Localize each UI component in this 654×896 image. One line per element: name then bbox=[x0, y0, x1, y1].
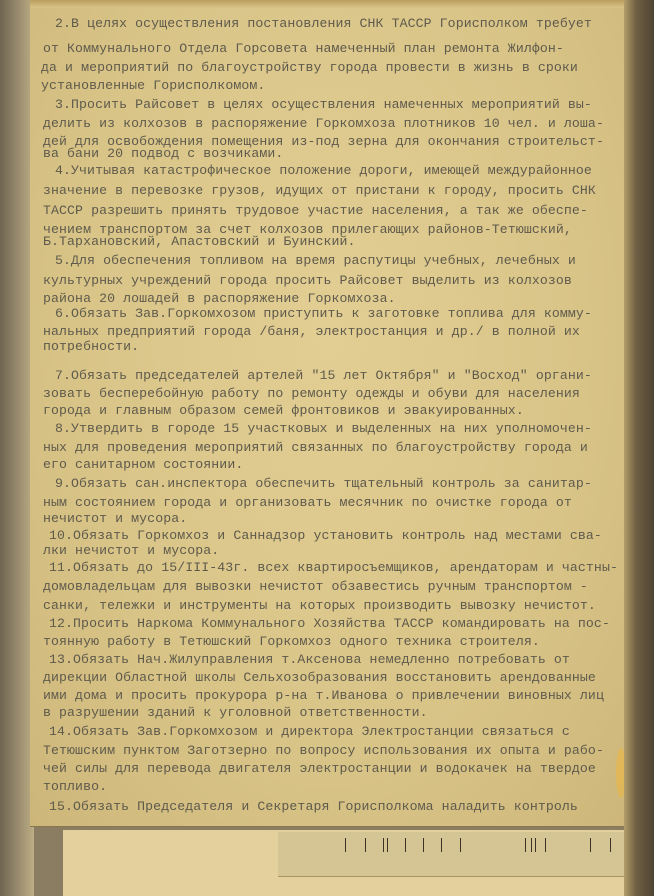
typed-line: 8.Утвердить в городе 15 участковых и выделенных на них уполномочен- bbox=[55, 421, 592, 436]
ruler-tick bbox=[365, 838, 366, 852]
typed-line: 3.Просить Райсовет в целях осуществления намеченных мероприятий вы- bbox=[55, 97, 592, 112]
typed-line: чением транспортом за счет колхозов прилегающих районов-Тетюшский, bbox=[43, 222, 572, 237]
typed-line: ТАССР разрешить принять трудовое участие населения, а так же обеспе- bbox=[43, 203, 588, 218]
typed-line: ва бани 20 подвод с возчиками. bbox=[43, 146, 284, 161]
typed-line: 2.В целях осуществления постановления СНК ТАССР Горисполком требует bbox=[55, 16, 592, 31]
typed-line: города и главным образом семей фронтовиков и эвакуированных. bbox=[43, 403, 524, 418]
typewritten-page bbox=[30, 0, 628, 827]
ruler-tick bbox=[387, 838, 388, 852]
typed-line: лки нечистот и мусора. bbox=[43, 543, 220, 558]
typed-line: 12.Просить Наркома Коммунального Хозяйства ТАССР командировать на пос- bbox=[49, 616, 610, 631]
typed-line: да и мероприятий по благоустройству города провести в жизнь в сроки bbox=[41, 60, 578, 75]
typed-line: Тетюшским пунктом Заготзерно по вопросу использования их опыта и рабо- bbox=[43, 743, 604, 758]
typed-line: топливо. bbox=[43, 779, 108, 794]
typed-line: зовать бесперебойную работу по ремонту одежды и обуви для населения bbox=[43, 386, 580, 401]
typed-line: 15.Обязать Председателя и Секретаря Горисполкома наладить контроль bbox=[49, 799, 578, 814]
ruler-ticks bbox=[345, 838, 625, 852]
typed-line: от Коммунального Отдела Горсовета намеченный план ремонта Жилфон- bbox=[43, 41, 564, 56]
typed-line: тоянную работу в Тетюшский Горкомхоз одного техника строителя. bbox=[43, 634, 540, 649]
typed-line: в разрушении зданий к уголовной ответственности. bbox=[43, 705, 428, 720]
typed-line: установленные Горисполкомом. bbox=[41, 78, 266, 93]
typed-line: района 20 лошадей в распоряжение Горкомхоза. bbox=[43, 291, 396, 306]
ruler-tick bbox=[610, 838, 611, 852]
ruler-tick bbox=[535, 838, 536, 852]
left-background-strip bbox=[0, 0, 34, 896]
typed-line: культурных учреждений города просить Райсовет выделить из колхозов bbox=[43, 273, 572, 288]
typed-line: домовладельцам для вывозки нечистот обзавестись ручным транспортом - bbox=[43, 579, 588, 594]
ruler-tick bbox=[423, 838, 424, 852]
typed-line: ими дома и просить прокурора р-на т.Иванова о привлечении виновных лиц bbox=[43, 688, 604, 703]
typed-line: 13.Обязать Нач.Жилуправления т.Аксенова немедленно потребовать от bbox=[49, 652, 570, 667]
ruler-tick bbox=[545, 838, 546, 852]
typed-line: нечистот и мусора. bbox=[43, 511, 188, 526]
typed-line: делить из колхозов в распоряжение Горкомхоза плотников 10 чел. и лоша- bbox=[43, 116, 604, 131]
ruler-tick bbox=[345, 838, 346, 852]
typed-line: 4.Учитывая катастрофическое положение дороги, имеющей междурайонное bbox=[55, 163, 592, 178]
typed-line: дирекции Областной школы Сельхозобразования восстановить арендованные bbox=[43, 670, 596, 685]
binder-edge bbox=[624, 0, 654, 896]
ruler-tick bbox=[405, 838, 406, 852]
typed-line: чей силы для перевода двигателя электростанции и водокачек на твердое bbox=[43, 761, 596, 776]
typed-line: ным состоянием города и организовать месячник по очистке города от bbox=[43, 495, 572, 510]
typed-line: 10.Обязать Горкомхоз и Саннадзор установить контроль над местами сва- bbox=[49, 528, 602, 543]
typed-line: его санитарном состоянии. bbox=[43, 457, 244, 472]
typed-line: 9.Обязать сан.инспектора обеспечить тщательный контроль за санитар- bbox=[55, 476, 592, 491]
typed-line: дей для освобождения помещения из-под зерна для окончания строительст- bbox=[43, 134, 604, 149]
typed-line: ных для проведения мероприятий связанных по благоустройству города и bbox=[43, 440, 588, 455]
typed-line: значение в перевозке грузов, идущих от пристани к городу, просить СНК bbox=[43, 183, 596, 198]
ruler-tick bbox=[441, 838, 442, 852]
typed-line: санки, тележки и инструменты на которых производить вывозку нечистот. bbox=[43, 598, 596, 613]
ruler-tick bbox=[383, 838, 384, 852]
typed-line: нальных предприятий города /баня, электростанция и др./ в полной их bbox=[43, 324, 580, 339]
typed-line: 14.Обязать Зав.Горкомхозом и директора Электростанции связаться с bbox=[49, 724, 570, 739]
typed-line: Б.Тархановский, Апастовский и Буинский. bbox=[43, 234, 356, 249]
ruler-tick bbox=[460, 838, 461, 852]
ruler-tick bbox=[525, 838, 526, 852]
typed-line: 11.Обязать до 15/III-43г. всех квартиросъемщиков, арендаторам и частны- bbox=[49, 560, 618, 575]
typed-line: потребности. bbox=[43, 339, 140, 354]
typed-line: 6.Обязать Зав.Горкомхозом приступить к заготовке топлива для комму- bbox=[55, 306, 592, 321]
ruler-tick bbox=[590, 838, 591, 852]
typed-line: 7.Обязать председателей артелей "15 лет Октября" и "Восход" органи- bbox=[55, 368, 592, 383]
ruler-tick bbox=[531, 838, 532, 852]
typed-line: 5.Для обеспечения топливом на время распутицы учебных, лечебных и bbox=[55, 253, 576, 268]
